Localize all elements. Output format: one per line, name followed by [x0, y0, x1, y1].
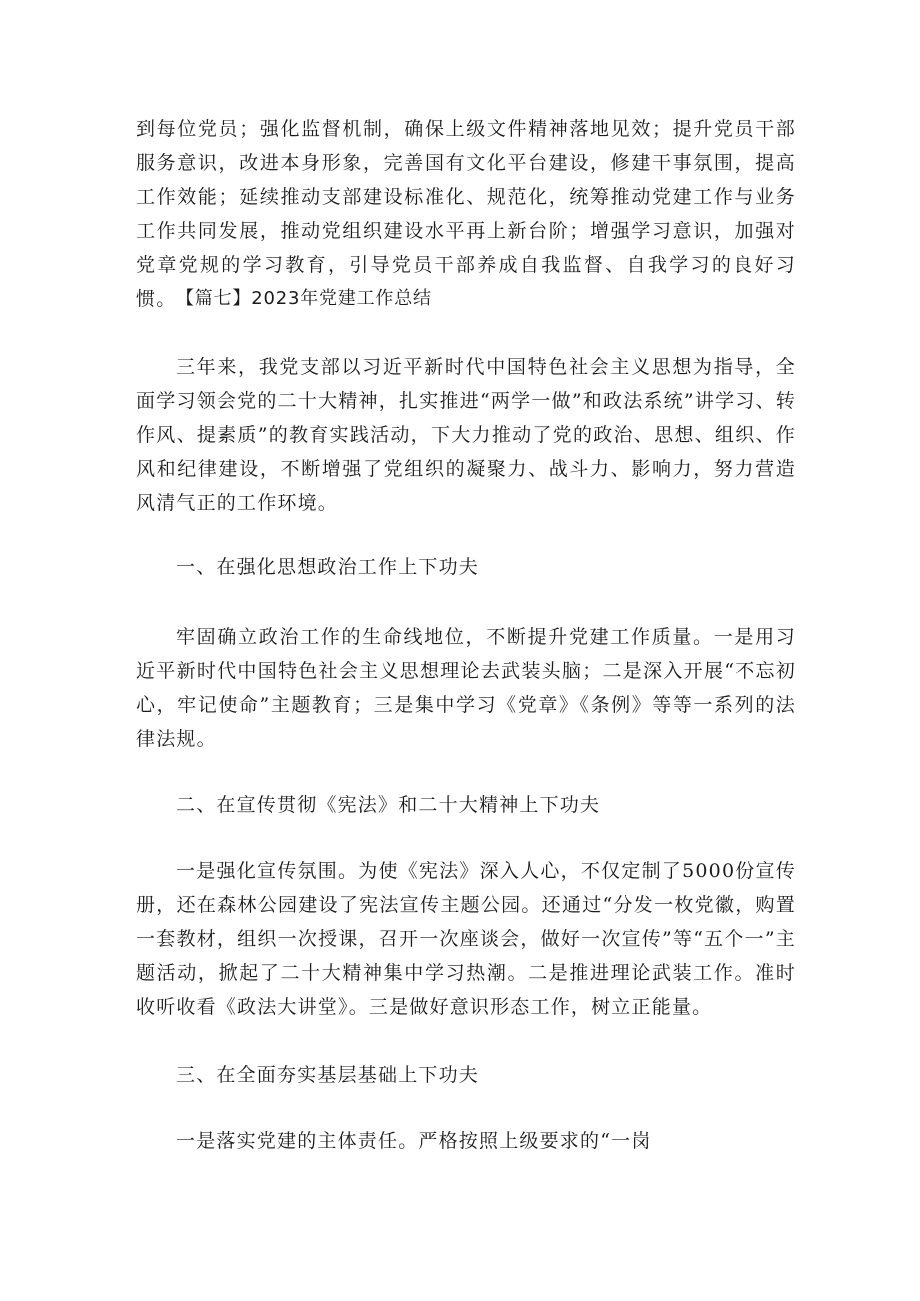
paragraph-3: 一是落实党建的主体责任。严格按照上级要求的“一岗 [176, 1130, 652, 1152]
section-title: 【篇七】2023年党建工作总结 [176, 288, 432, 309]
paragraph-1: 牢固确立政治工作的生命线地位，不断提升党建工作质量。一是用习近平新时代中国特色社会主义思想理论去武装头脑；二是深入开展“不忘初心，牢记使命”主题教育；三是集中学习《党章》《条例》等等一系列的法律法规。 [136, 626, 796, 750]
heading-3: 三、在全面夯实基层基础上下功夫 [176, 1064, 480, 1086]
opening-paragraph: 三年来，我党支部以习近平新时代中国特色社会主义思想为指导，全面学习领会党的二十大精神，扎实推进“两学一做”和政法系统”讲学习、转作风、提素质”的教育实践活动，下大力推动了党的政治、思想、组织、作风和纪律建设，不断增强了党组织的凝聚力、战斗力、影响力，努力营造风清气正的工作环境。 [136, 356, 796, 514]
paragraph-2: 一是强化宣传氛围。为使《宪法》深入人心，不仅定制了5000份宣传册，还在森林公园建设了宪法宣传主题公园。还通过“分发一枚党徽，购置一套教材，组织一次授课，召开一次座谈会，做好一次宣传”等“五个一”主题活动，掀起了二十大精神集中学习热潮。二是推进理论武装工作。准时收听收看《政法大讲堂》。三是做好意识形态工作，树立正能量。 [136, 860, 796, 1018]
intro-paragraph: 到每位党员；强化监督机制，确保上级文件精神落地见效；提升党员干部服务意识，改进本身形象，完善国有文化平台建设，修建干事氛围，提高工作效能；延续推动支部建设标准化、规范化，统筹推动党建工作与业务工作共同发展，推动党组织建设水平再上新台阶；增强学习意识，加强对党章党规的学习教育，引导党员干部养成自我监督、自我学习的良好习惯。 [136, 118, 796, 310]
heading-1: 一、在强化思想政治工作上下功夫 [176, 556, 480, 578]
heading-2: 二、在宣传贯彻《宪法》和二十大精神上下功夫 [176, 794, 601, 816]
